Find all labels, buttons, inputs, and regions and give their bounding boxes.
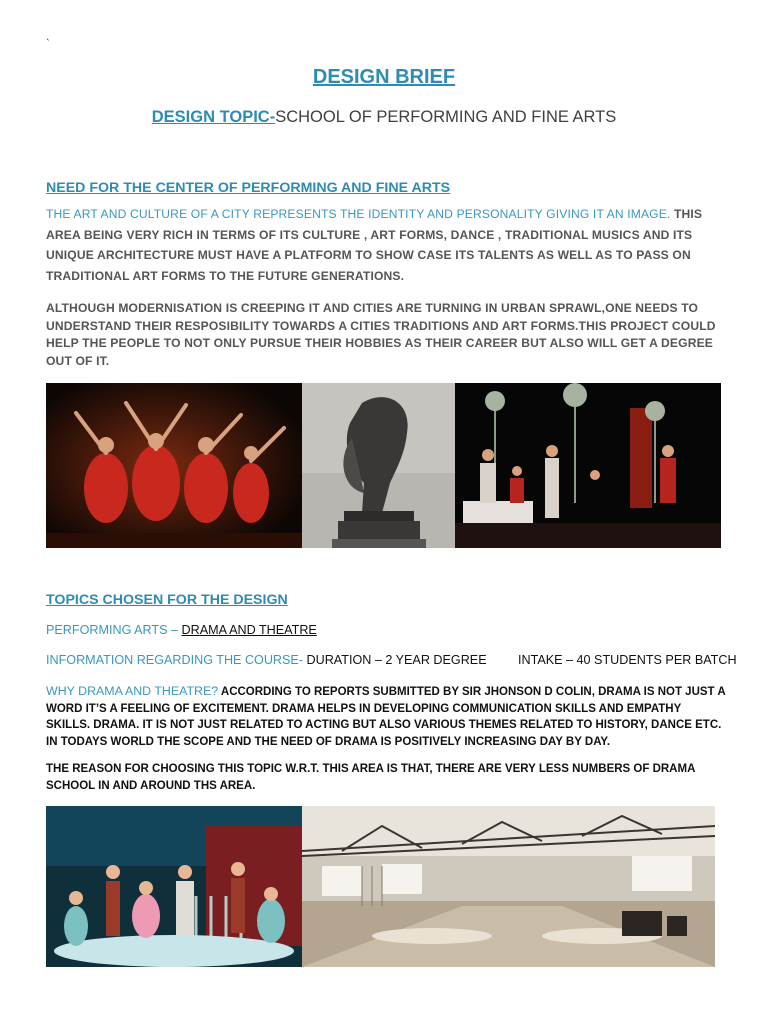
theatre-stage-image bbox=[455, 383, 721, 548]
stray-mark: ` bbox=[46, 38, 50, 50]
need-paragraph-2: ALTHOUGH MODERNISATION IS CREEPING IT AND CITIES ARE TURNING IN URBAN SPRAWL,ONE NEEDS TO UNDERSTAND THEIR RESPOSIBILITY TOWARDS A CITIES TRADITIONS AND ART FORMS.THIS PROJECT COULD HELP THE PEOPLE TO NOT ONLY PURSUE THEIR HOBBIES AS THEIR CAREER BUT ALSO WILL GET A DEGREE OUT OF IT. bbox=[46, 301, 716, 368]
course-info-line bbox=[46, 653, 487, 667]
course-intake-value: INTAKE – 40 STUDENTS PER BATCH bbox=[518, 653, 737, 667]
why-drama-label: WHY DRAMA AND THEATRE? bbox=[46, 684, 219, 698]
need-heading: NEED FOR THE CENTER OF PERFORMING AND FINE ARTS bbox=[46, 180, 451, 196]
topics-heading: TOPICS CHOSEN FOR THE DESIGN bbox=[46, 592, 288, 608]
course-info-label: INFORMATION REGARDING THE COURSE- bbox=[46, 653, 307, 667]
design-topic-label: DESIGN TOPIC- bbox=[151, 108, 276, 126]
dance-performance-image bbox=[46, 383, 302, 548]
performing-arts-line bbox=[46, 623, 317, 637]
course-intake bbox=[518, 653, 737, 667]
reason-paragraph: THE REASON FOR CHOOSING THIS TOPIC W.R.T. THIS AREA IS THAT, THERE ARE VERY LESS NUMBERS OF DRAMA SCHOOL IN AND AROUND THS AREA. bbox=[46, 763, 695, 792]
need-paragraph-1-rest: THIS AREA BEING VERY RICH IN TERMS OF ITS CULTURE , ART FORMS, DANCE , TRADITIONAL MUSICS AND ITS UNIQUE ARCHITECTURE MUST HAVE A PLATFORM TO SHOW CASE ITS TALENTS AS WELL AS TO PASS ON TRADITIONAL ART FORMS TO THE FUTURE GENERATIONS. bbox=[46, 207, 703, 283]
dance-studio-hall-image bbox=[302, 806, 715, 967]
performing-arts-value: DRAMA AND THEATRE bbox=[181, 623, 317, 637]
need-paragraph-1-lead: THE ART AND CULTURE OF A CITY REPRESENTS THE IDENTITY AND PERSONALITY GIVING IT AN IMAGE. bbox=[46, 207, 671, 221]
course-duration: DURATION – 2 YEAR DEGREE bbox=[306, 653, 487, 667]
stage-play-image bbox=[46, 806, 302, 967]
performing-arts-label: PERFORMING ARTS – bbox=[46, 623, 182, 637]
need-paragraph-1 bbox=[46, 204, 722, 286]
why-drama-paragraph bbox=[46, 683, 726, 750]
thinker-sculpture-image bbox=[302, 383, 455, 548]
why-drama-text: ACCORDING TO REPORTS SUBMITTED BY SIR JHONSON D COLIN, DRAMA IS NOT JUST A WORD IT’S A FEELING OF EXCITEMENT. DRAMA HELPS IN DEVELOPING COMMUNICATION SKILLS AND EMPATHY SKILLS. DRAMA. IT IS NOT JUST RELATED TO ACTING BUT ALSO VARIOUS THEMES RELATED TO HISTORY, DANCE ETC. IN TODAYS WORLD THE SCOPE AND THE NEED OF DRAMA IS POSITIVELY INCREASING DAY BY DAY. bbox=[46, 686, 726, 748]
design-topic-value: SCHOOL OF PERFORMING AND FINE ARTS bbox=[275, 108, 617, 126]
page-title: DESIGN BRIEF bbox=[312, 66, 456, 88]
design-topic bbox=[0, 108, 768, 127]
